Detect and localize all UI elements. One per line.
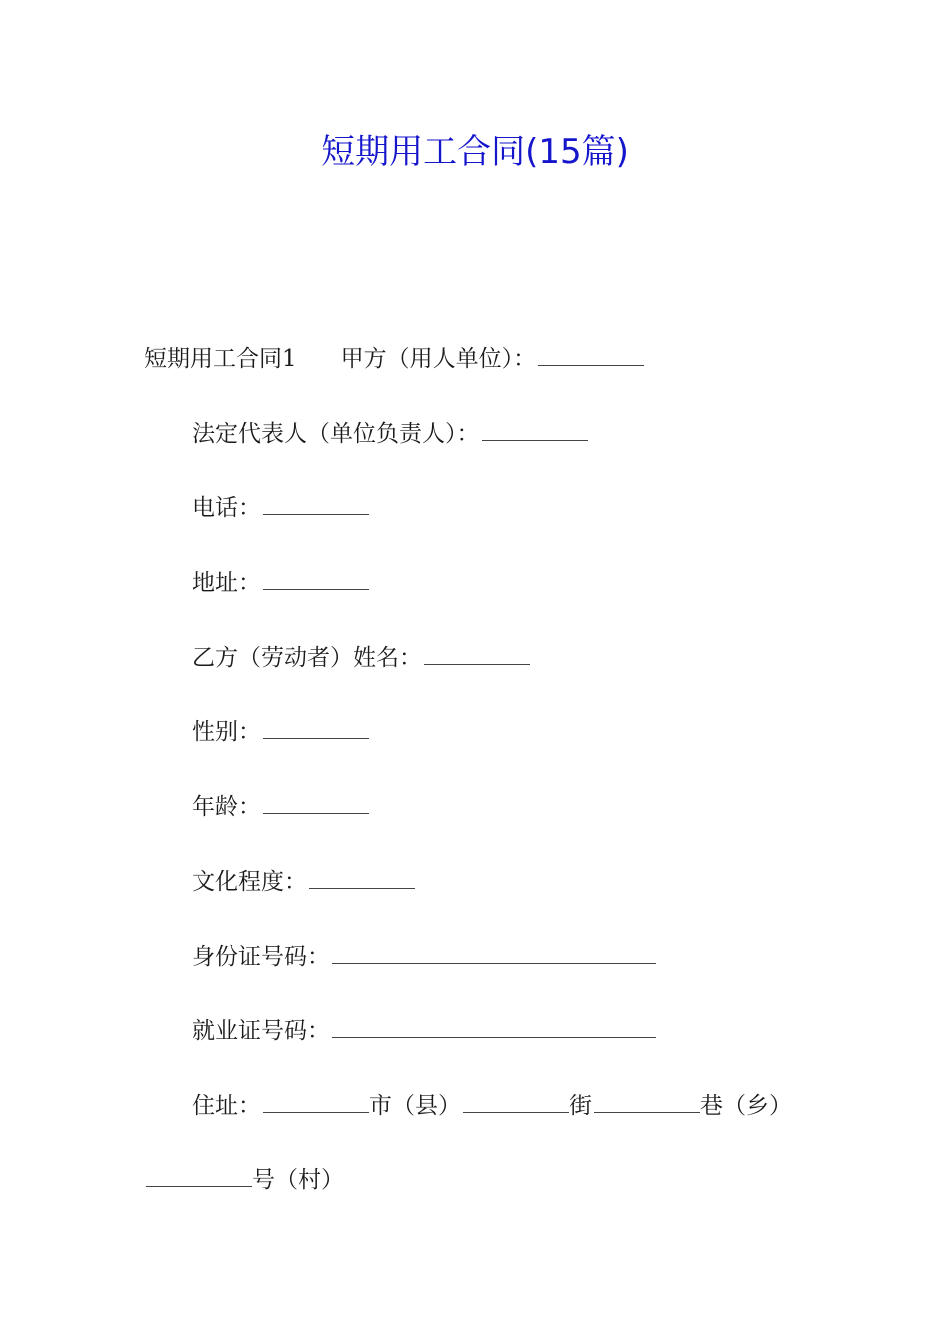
education-line <box>192 865 415 899</box>
address-line <box>192 566 369 600</box>
address-label: 地址： <box>192 570 261 596</box>
gender-blank[interactable] <box>263 716 369 739</box>
legal-rep-line <box>192 417 588 451</box>
residence-line <box>192 1089 792 1123</box>
residence-city-label: 市（县） <box>369 1093 461 1119</box>
age-label: 年龄： <box>192 794 261 820</box>
residence-number-blank[interactable] <box>146 1164 252 1187</box>
residence-label: 住址： <box>192 1093 261 1119</box>
phone-line <box>192 491 369 525</box>
residence-lane-label: 巷（乡） <box>700 1093 792 1119</box>
party-a-label: 甲方（用人单位）： <box>340 346 537 372</box>
party-b-name-line <box>192 641 530 675</box>
residence-street-label: 街 <box>569 1093 592 1119</box>
gender-label: 性别： <box>192 719 261 745</box>
id-number-label: 身份证号码： <box>192 944 330 970</box>
residence-number-label: 号（村） <box>252 1167 344 1193</box>
employment-cert-blank[interactable] <box>332 1015 656 1038</box>
contract-heading: 短期用工合同1 <box>144 346 297 372</box>
age-line <box>192 790 369 824</box>
party-a-blank[interactable] <box>538 343 644 366</box>
gender-line <box>192 715 369 749</box>
residence-city-blank[interactable] <box>263 1090 369 1113</box>
id-number-line <box>192 940 656 974</box>
employment-cert-line <box>192 1014 656 1048</box>
age-blank[interactable] <box>263 791 369 814</box>
document-title: 短期用工合同(15篇) <box>321 132 629 172</box>
legal-rep-label: 法定代表人（单位负责人）： <box>192 421 480 447</box>
contract-first-line <box>144 342 644 376</box>
phone-label: 电话： <box>192 495 261 521</box>
id-number-blank[interactable] <box>332 941 656 964</box>
residence-lane-blank[interactable] <box>594 1090 700 1113</box>
address-blank[interactable] <box>263 567 369 590</box>
education-label: 文化程度： <box>192 869 307 895</box>
education-blank[interactable] <box>309 866 415 889</box>
phone-blank[interactable] <box>263 492 369 515</box>
residence-line-2 <box>144 1163 344 1197</box>
residence-street-blank[interactable] <box>463 1090 569 1113</box>
legal-rep-blank[interactable] <box>482 418 588 441</box>
party-b-name-blank[interactable] <box>424 642 530 665</box>
party-b-name-label: 乙方（劳动者）姓名： <box>192 645 422 671</box>
employment-cert-label: 就业证号码： <box>192 1018 330 1044</box>
